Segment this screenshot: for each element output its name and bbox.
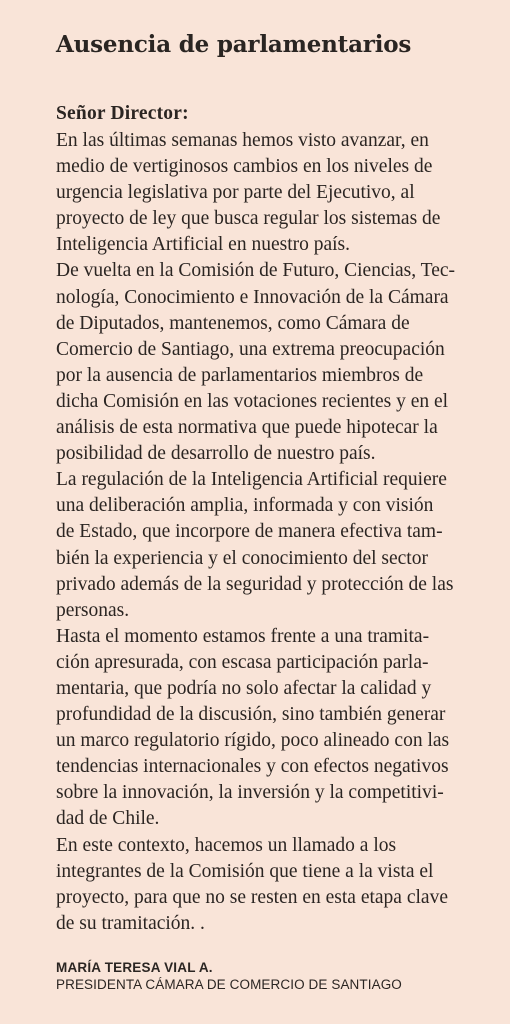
body-line: tendencias internacionales y con efectos negativos	[56, 756, 449, 778]
body-line: mentaria, que podría no solo afectar la calidad y	[56, 677, 432, 699]
body-line: privado además de la seguridad y protección de las	[56, 573, 454, 595]
body-line: De vuelta en la Comisión de Futuro, Ciencias, Tec-	[56, 260, 456, 282]
body-line: integrantes de la Comisión que tiene a la vista el	[56, 860, 434, 882]
body-line: Comercio de Santiago, una extrema preocupación	[56, 338, 445, 360]
body-line: una deliberación amplia, informada y con visión	[56, 495, 434, 517]
body-line: de Diputados, mantenemos, como Cámara de	[56, 312, 410, 334]
letter-body	[56, 128, 496, 937]
body-line: de su tramitación. .	[56, 912, 205, 934]
body-line: urgencia legislativa por parte del Ejecutivo, al	[56, 182, 415, 204]
body-line: un marco regulatorio rígido, poco alineado con las	[56, 730, 450, 752]
letter-article	[56, 30, 496, 937]
body-line: por la ausencia de parlamentarios miembros de	[56, 364, 424, 386]
body-line: de Estado, que incorpore de manera efectiva tam-	[56, 521, 443, 543]
body-line: personas.	[56, 599, 130, 621]
body-line: nología, Conocimiento e Innovación de la Cámara	[56, 286, 449, 308]
body-line: ción apresurada, con escasa participación parla-	[56, 651, 429, 673]
body-line: dad de Chile.	[56, 808, 160, 830]
signature-name: MARÍA TERESA VIAL A.	[56, 960, 213, 975]
letter-title: Ausencia de parlamentarios	[56, 31, 412, 58]
body-line: dicha Comisión en las votaciones recientes y en el	[56, 390, 449, 412]
body-line: profundidad de la discusión, sino también generar	[56, 704, 446, 726]
body-line: bién la experiencia y el conocimiento del sector	[56, 547, 428, 569]
letter-salutation: Señor Director:	[56, 103, 189, 124]
body-line: En las últimas semanas hemos visto avanzar, en	[56, 130, 429, 151]
body-line: Inteligencia Artificial en nuestro país.	[56, 234, 351, 256]
body-line: posibilidad de desarrollo de nuestro país.	[56, 443, 376, 465]
letter-signature	[56, 960, 402, 993]
body-line: Hasta el momento estamos frente a una tramita-	[56, 625, 430, 647]
body-line: sobre la innovación, la inversión y la competitivi-	[56, 782, 444, 804]
body-line: medio de vertiginosos cambios en los niveles de	[56, 156, 433, 178]
signature-role: PRESIDENTA CÁMARA DE COMERCIO DE SANTIAGO	[56, 977, 402, 992]
body-line: análisis de esta normativa que puede hipotecar la	[56, 417, 438, 439]
body-line: proyecto de ley que busca regular los sistemas de	[56, 208, 441, 230]
body-line: proyecto, para que no se resten en esta etapa clave	[56, 886, 448, 908]
body-line: En este contexto, hacemos un llamado a los	[56, 834, 397, 856]
body-line: La regulación de la Inteligencia Artificial requiere	[56, 469, 447, 491]
